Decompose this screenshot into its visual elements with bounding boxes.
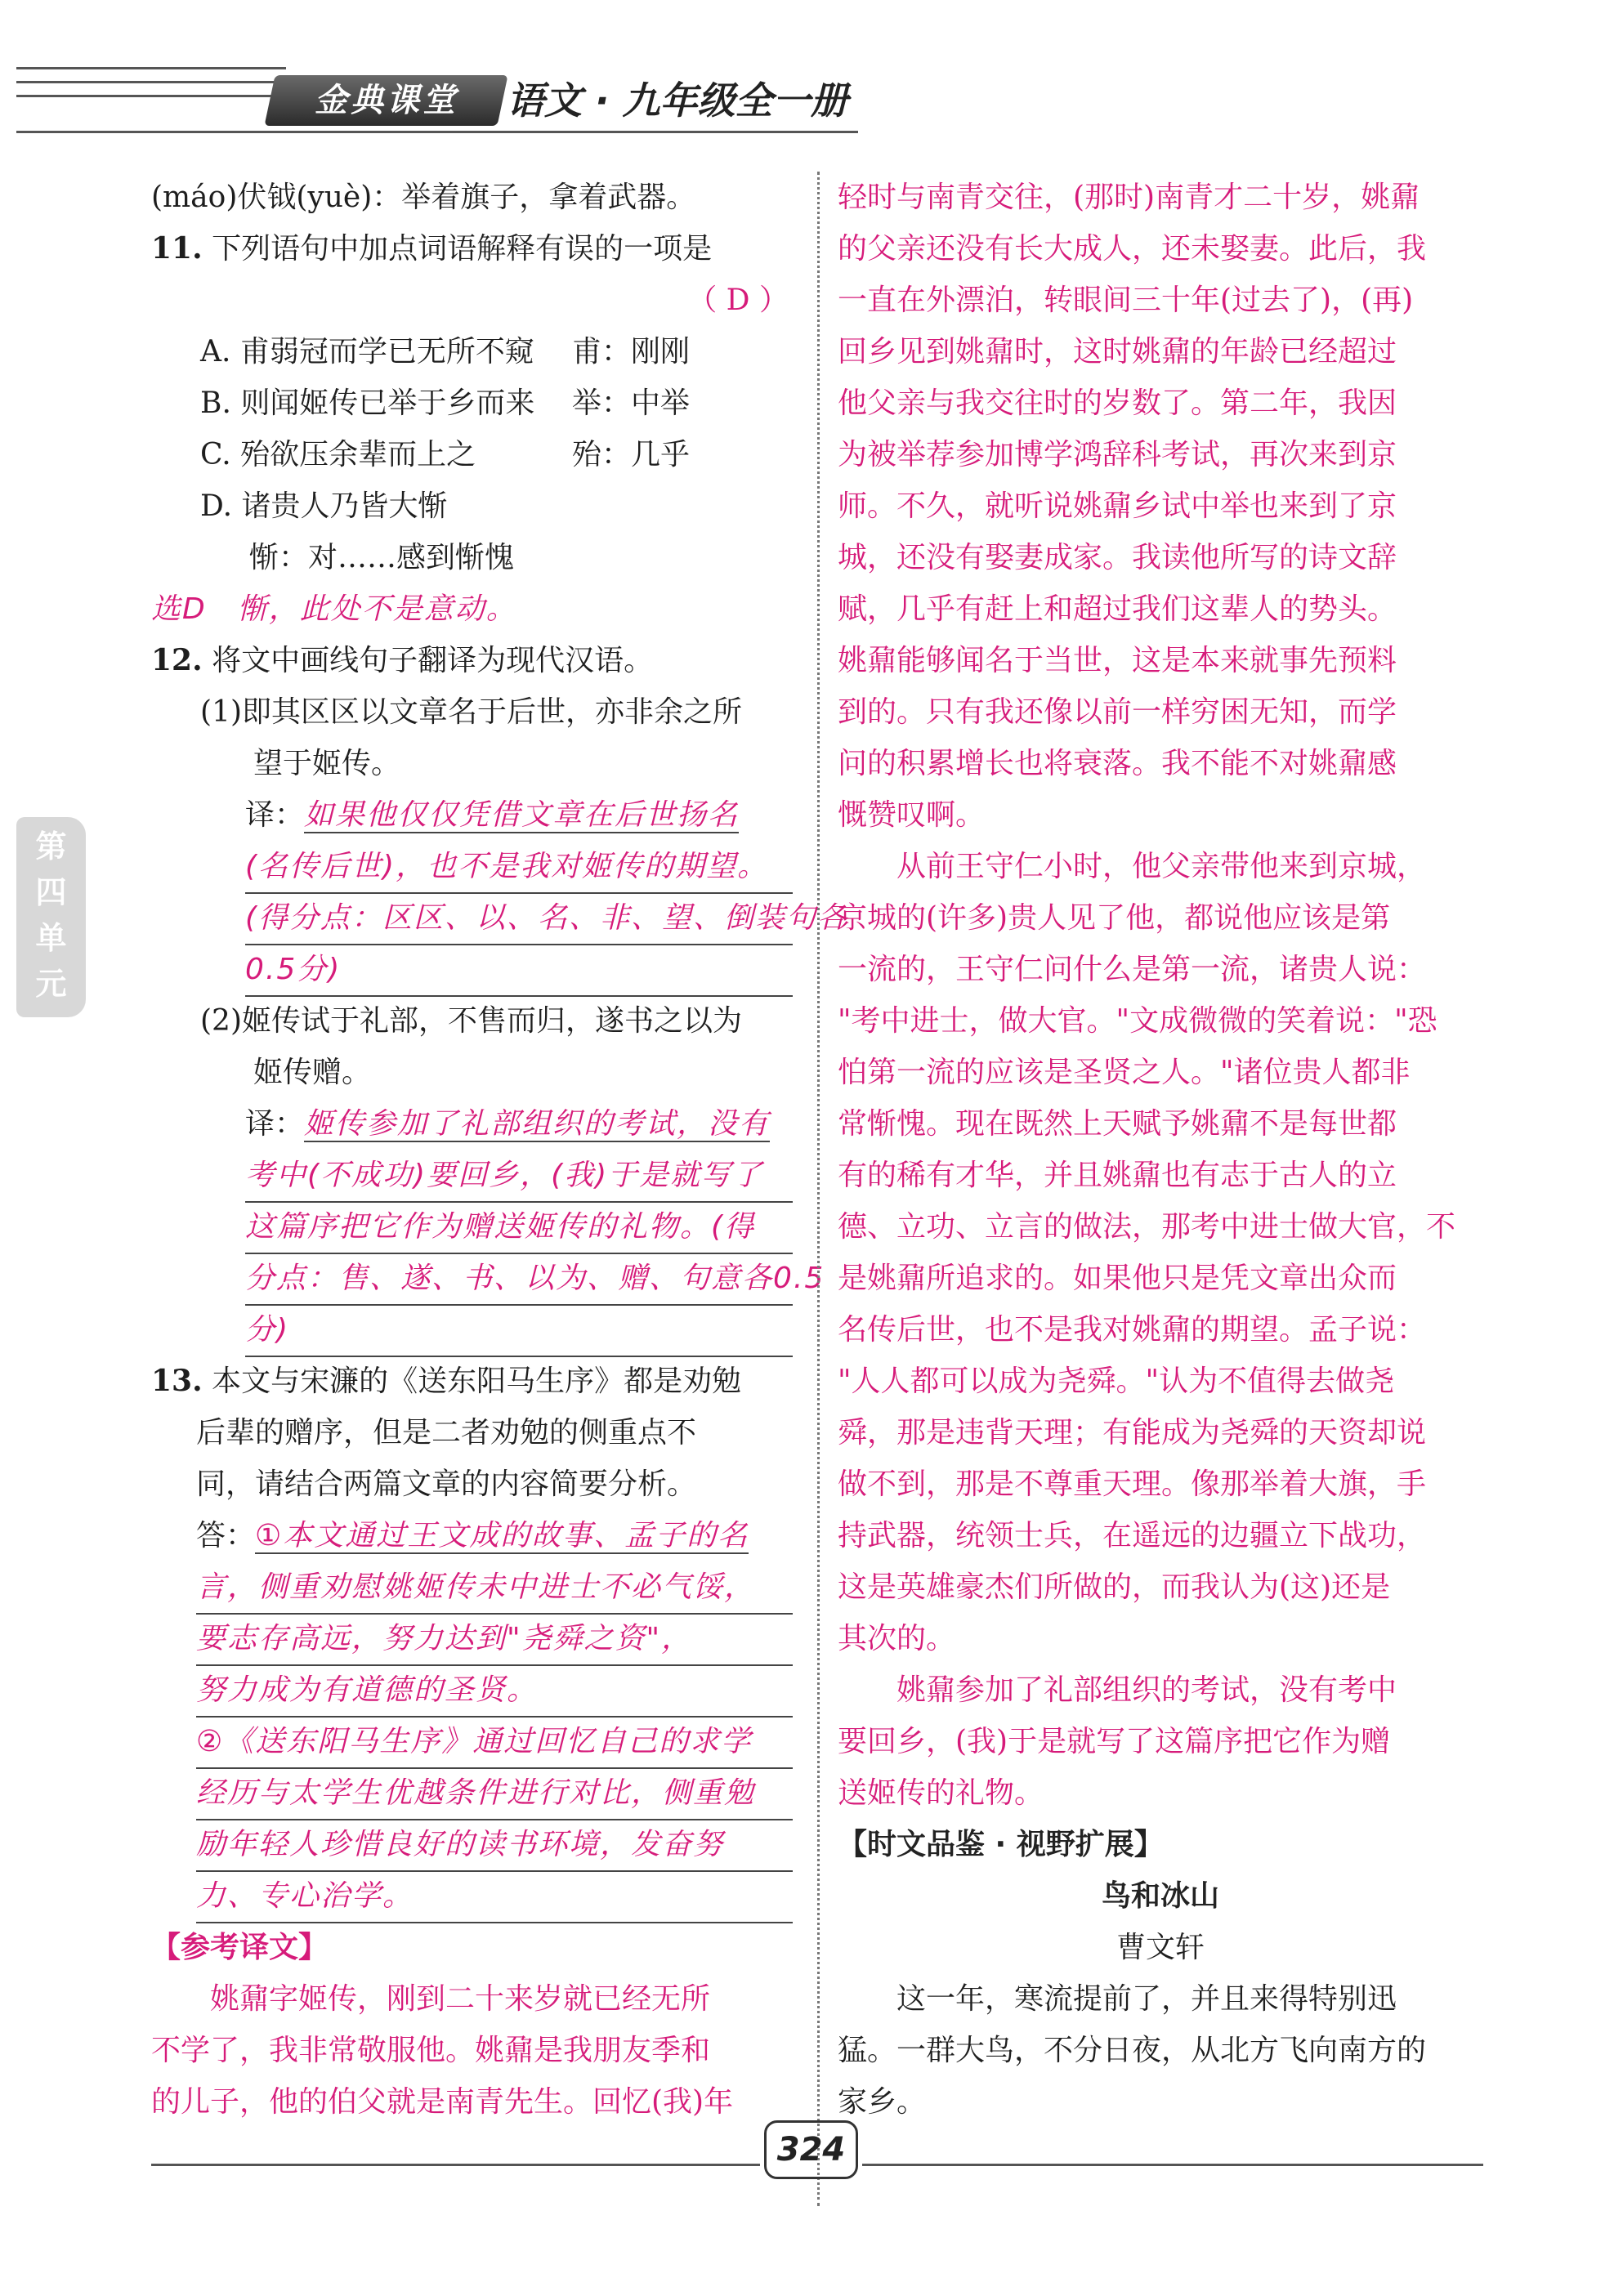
q13-answer-line-4 bbox=[151, 1664, 793, 1716]
translation-line: 慨赞叹啊。 bbox=[838, 798, 986, 832]
q12-answer-1-line-3 bbox=[151, 892, 849, 944]
page-number: 324 bbox=[764, 2120, 858, 2179]
translation-line: 轻时与南青交往，(那时)南青才二十岁，姚鼐 bbox=[838, 181, 1420, 214]
story-line: 猛。一群大鸟，不分日夜，从北方飞向南方的 bbox=[838, 2034, 1427, 2067]
q12-answer-1-line-1 bbox=[151, 789, 793, 841]
q12-answer-2-text-3: 这篇序把它作为赠送姬传的礼物。(得 bbox=[245, 1201, 793, 1254]
translation-line: 问的积累增长也将衰落。我不能不对姚鼐感 bbox=[838, 747, 1397, 780]
q12-sentence-1-line-1: (1)即其区区以文章名于后世，亦非余之所 bbox=[200, 695, 742, 729]
q13-answer-line-3 bbox=[151, 1613, 793, 1664]
translation-line: 回乡见到姚鼐时，这时姚鼐的年龄已经超过 bbox=[838, 335, 1397, 369]
story-line: 家乡。 bbox=[838, 2085, 927, 2119]
option-a-text: A. 甫弱冠而学已无所不窥 bbox=[200, 335, 534, 369]
translation-line: 其次的。 bbox=[838, 1622, 956, 1655]
translation-line: 姚鼐参加了礼部组织的考试，没有考中 bbox=[896, 1673, 1397, 1707]
reference-translation-title: 【参考译文】 bbox=[151, 1931, 329, 1964]
story-title: 鸟和冰山 bbox=[1101, 1879, 1219, 1913]
q13-answer-line-5 bbox=[151, 1716, 793, 1767]
q12-answer-2-text-2: 考中(不成功)要回乡，(我)于是就写了 bbox=[245, 1150, 793, 1203]
q12-answer-1-line-2 bbox=[151, 841, 793, 892]
header-rule bbox=[16, 131, 858, 133]
option-d-gloss: 惭：对……感到惭愧 bbox=[249, 541, 515, 574]
section-heading: 【时文品鉴 · 视野扩展】 bbox=[838, 1828, 1164, 1861]
translation-paragraph-3 bbox=[838, 1664, 1483, 1819]
translation-line: 德、立功、立言的做法，那考中进士做大官，不 bbox=[838, 1210, 1456, 1244]
translation-line: 送姬传的礼物。 bbox=[838, 1776, 1044, 1810]
question-13-stem-3: 同，请结合两篇文章的内容简要分析。 bbox=[196, 1467, 697, 1501]
question-11-text: 下列语句中加点词语解释有误的一项是 bbox=[212, 232, 713, 266]
unit-side-tab-text: 第四单元 bbox=[35, 829, 67, 1002]
option-a bbox=[151, 326, 793, 377]
translation-line: 为被举荐参加博学鸿辞科考试，再次来到京 bbox=[838, 438, 1397, 471]
column-divider bbox=[817, 172, 820, 2206]
q12-answer-2-text-4: 分点：售、遂、书、以为、赠、句意各0.5 bbox=[245, 1253, 793, 1306]
left-column bbox=[151, 172, 849, 2128]
right-column bbox=[838, 172, 1483, 2128]
translation-line: 要回乡，(我)于是就写了这篇序把它作为赠 bbox=[838, 1725, 1391, 1758]
option-d bbox=[151, 480, 793, 532]
translation-line: "考中进士，做大官。"文成微微的笑着说："恐 bbox=[838, 1004, 1437, 1038]
q13-answer-line-7 bbox=[151, 1819, 793, 1870]
question-11-explanation: 选D 惭，此处不是意动。 bbox=[151, 592, 517, 626]
translation-line: 师。不久，就听说姚鼐乡试中举也来到了京 bbox=[838, 489, 1397, 523]
q13-answer-line-8 bbox=[151, 1870, 793, 1922]
reference-line-2: 不学了，我非常敬服他。姚鼐是我朋友季和 bbox=[151, 2034, 711, 2067]
option-c-text: C. 殆欲压余辈而上之 bbox=[200, 438, 476, 471]
q13-answer-line-1 bbox=[151, 1510, 793, 1561]
story-line: 这一年，寒流提前了，并且来得特别迅 bbox=[896, 1982, 1397, 2016]
translation-line: 从前王守仁小时，他父亲带他来到京城， bbox=[896, 850, 1427, 883]
q12-answer-2-text-1: 姬传参加了礼部组织的考试，没有 bbox=[304, 1107, 771, 1141]
translation-line: 舜，那是违背天理；有能成为尧舜的天资却说 bbox=[838, 1416, 1427, 1450]
question-13-text-1: 本文与宋濂的《送东阳马生序》都是劝勉 bbox=[212, 1365, 742, 1398]
q13-answer-text-4: 努力成为有道德的圣贤。 bbox=[196, 1664, 793, 1718]
q13-answer-text-5: ②《送东阳马生序》通过回忆自己的求学 bbox=[196, 1716, 793, 1769]
q13-answer-text-6: 经历与太学生优越条件进行对比，侧重勉 bbox=[196, 1767, 793, 1820]
q12-answer-2-label: 译： bbox=[245, 1107, 305, 1141]
translation-line: 一流的，王守仁问什么是第一流，诸贵人说： bbox=[838, 953, 1427, 986]
header-decor-lines bbox=[16, 67, 286, 124]
translation-line: "人人都可以成为尧舜。"认为不值得去做尧 bbox=[838, 1365, 1395, 1398]
q12-sentence-2-line-2: 姬传赠。 bbox=[253, 1056, 372, 1089]
translation-line: 赋，几乎有赶上和超过我们这辈人的势头。 bbox=[838, 592, 1397, 626]
option-c bbox=[151, 429, 793, 480]
option-d-text: D. 诸贵人乃皆大惭 bbox=[200, 489, 448, 523]
series-badge bbox=[264, 75, 507, 126]
question-12-stem bbox=[151, 635, 793, 686]
translation-paragraph-1 bbox=[838, 172, 1483, 841]
translation-line: 有的稀有才华，并且姚鼐也有志于古人的立 bbox=[838, 1159, 1397, 1192]
translation-line: 到的。只有我还像以前一样穷困无知，而学 bbox=[838, 695, 1397, 729]
translation-line: 姚鼐能够闻名于当世，这是本来就事先预料 bbox=[838, 644, 1397, 677]
option-c-gloss: 殆：几乎 bbox=[572, 438, 691, 471]
q12-answer-2-line-1 bbox=[151, 1098, 793, 1150]
q12-answer-2-line-5 bbox=[151, 1304, 793, 1356]
q12-answer-1-line-4 bbox=[151, 944, 793, 995]
reference-line-3: 的儿子，他的伯父就是南青先生。回忆(我)年 bbox=[151, 2085, 734, 2119]
option-b-text: B. 则闻姬传已举于乡而来 bbox=[200, 386, 535, 420]
question-11-answer bbox=[151, 275, 793, 326]
translation-line: 京城的(许多)贵人见了他，都说他应该是第 bbox=[838, 901, 1391, 935]
reference-line-1: 姚鼐字姬传，刚到二十来岁就已经无所 bbox=[210, 1982, 711, 2016]
q12-answer-1-text-2: (名传后世)，也不是我对姬传的期望。 bbox=[245, 841, 793, 894]
translation-line: 常惭愧。现在既然上天赋予姚鼐不是每世都 bbox=[838, 1107, 1397, 1141]
q12-answer-1-text-1: 如果他仅仅凭借文章在后世扬名 bbox=[304, 798, 740, 832]
q13-answer-label: 答： bbox=[196, 1519, 256, 1552]
q12-answer-1-text-3: (得分点：区区、以、名、非、望、倒装句各 bbox=[245, 892, 793, 945]
q12-answer-2-line-2 bbox=[151, 1150, 793, 1201]
q13-answer-line-6 bbox=[151, 1767, 793, 1819]
question-12-number: 12. bbox=[151, 643, 203, 677]
translation-line: 持武器，统领士兵，在遥远的边疆立下战功， bbox=[838, 1519, 1427, 1552]
q13-answer-text-7: 励年轻人珍惜良好的读书环境，发奋努 bbox=[196, 1819, 793, 1872]
question-13-number: 13. bbox=[151, 1364, 203, 1398]
translation-line: 一直在外漂泊，转眼间三十年(过去了)，(再) bbox=[838, 284, 1414, 317]
translation-line: 怕第一流的应该是圣贤之人。"诸位贵人都非 bbox=[838, 1056, 1411, 1089]
translation-line: 的父亲还没有长大成人，还未娶妻。此后，我 bbox=[838, 232, 1427, 266]
option-b bbox=[151, 377, 793, 429]
translation-line: 做不到，那是不尊重天理。像那举着大旗，手 bbox=[838, 1467, 1427, 1501]
story-author: 曹文轩 bbox=[1116, 1931, 1205, 1964]
translation-line: 是姚鼐所追求的。如果他只是凭文章出众而 bbox=[838, 1262, 1397, 1295]
footer-rule-left bbox=[151, 2164, 760, 2166]
q12-sentence-1-line-2: 望于姬传。 bbox=[253, 747, 401, 780]
footer-rule-right bbox=[862, 2164, 1483, 2166]
translation-line: 这是英雄豪杰们所做的，而我认为(这)还是 bbox=[838, 1570, 1391, 1604]
gloss-line: (máo)伏钺(yuè)：举着旗子，拿着武器。 bbox=[151, 181, 696, 214]
unit-side-tab bbox=[16, 817, 86, 1017]
q12-answer-1-label: 译： bbox=[245, 798, 305, 832]
question-13-stem-2: 后辈的赠序，但是二者劝勉的侧重点不 bbox=[196, 1416, 697, 1450]
series-badge-text: 金典课堂 bbox=[314, 82, 458, 119]
q12-answer-2-line-3 bbox=[151, 1201, 793, 1253]
question-11-answer-text: （ D ） bbox=[687, 284, 789, 317]
translation-line: 城，还没有娶妻成家。我读他所写的诗文辞 bbox=[838, 541, 1397, 574]
question-13-stem-1 bbox=[151, 1356, 793, 1407]
question-11-number: 11. bbox=[151, 231, 203, 266]
q12-answer-2-line-4 bbox=[151, 1253, 825, 1304]
q13-answer-text-3: 要志存高远，努力达到"尧舜之资"， bbox=[196, 1613, 793, 1666]
q13-answer-text-1: ①本文通过王文成的故事、孟子的名 bbox=[255, 1519, 749, 1552]
q12-answer-1-text-4: 0.5分) bbox=[245, 944, 793, 997]
option-b-gloss: 举：中举 bbox=[572, 386, 691, 420]
option-a-gloss: 甫：刚刚 bbox=[572, 335, 691, 369]
q13-answer-line-2 bbox=[151, 1561, 793, 1613]
q13-answer-text-2: 言，侧重劝慰姚姬传未中进士不必气馁， bbox=[196, 1561, 793, 1615]
book-title: 语文 · 九年级全一册 bbox=[507, 78, 848, 123]
translation-line: 他父亲与我交往时的岁数了。第二年，我因 bbox=[838, 386, 1397, 420]
question-12-text: 将文中画线句子翻译为现代汉语。 bbox=[212, 644, 654, 677]
translation-paragraph-2 bbox=[838, 841, 1483, 1664]
question-11-stem bbox=[151, 223, 793, 275]
q13-answer-text-8: 力、专心治学。 bbox=[196, 1870, 793, 1923]
translation-line: 名传后世，也不是我对姚鼐的期望。孟子说： bbox=[838, 1313, 1427, 1347]
page-header bbox=[0, 0, 1623, 143]
q12-sentence-2-line-1: (2)姬传试于礼部，不售而归，遂书之以为 bbox=[200, 1004, 742, 1038]
q12-answer-2-text-5: 分) bbox=[245, 1304, 793, 1357]
